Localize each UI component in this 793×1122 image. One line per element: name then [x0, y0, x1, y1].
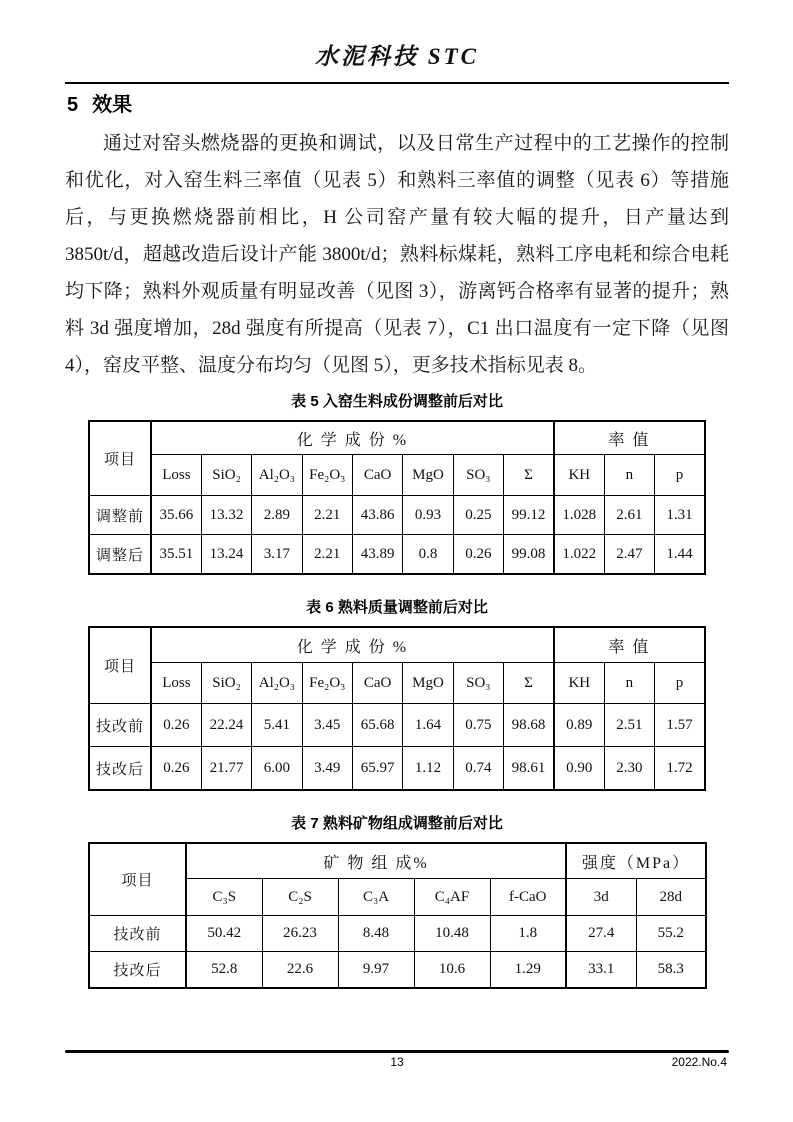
group-header-cell: 矿 物 组 成% [186, 843, 566, 879]
column-header-cell: MgO [403, 663, 453, 704]
table-cell: 0.26 [151, 747, 201, 791]
table-cell: 1.57 [655, 704, 705, 747]
table-row [89, 747, 705, 791]
table-cell: 13.24 [201, 535, 251, 575]
table-cell: 98.68 [504, 704, 554, 747]
column-header-cell: n [604, 663, 654, 704]
table-subheader-row [89, 455, 705, 496]
table-cell: 33.1 [566, 952, 636, 989]
table-row [89, 916, 706, 952]
column-header-cell: CaO [352, 455, 402, 496]
column-header-cell: SiO₂ [201, 455, 251, 496]
table-cell: 1.028 [554, 496, 604, 535]
table-cell: 2.51 [604, 704, 654, 747]
section-heading [67, 92, 729, 118]
table-cell: 3.17 [252, 535, 302, 575]
table-cell: 10.6 [414, 952, 490, 989]
table-cell: 43.89 [352, 535, 402, 575]
column-header-cell: Loss [151, 663, 201, 704]
table-cell: 1.44 [655, 535, 705, 575]
table-cell: 1.8 [490, 916, 566, 952]
table5 [88, 420, 706, 575]
column-header-cell: 28d [636, 879, 706, 916]
table-row [89, 496, 705, 535]
table-cell: 2.89 [252, 496, 302, 535]
body-paragraph: 通过对窑头燃烧器的更换和调试，以及日常生产过程中的工艺操作的控制和优化，对入窑生料三率值（见表 5）和熟料三率值的调整（见表 6）等措施后，与更换燃烧器前相比，H 公司窑产量有较大幅的提升，日产量达到 3850t/d，超越改造后设计产能 3800t/d；熟料标煤耗，熟料工序电耗和综合电耗均下降；熟料外观质量有明显改善（见图 3），游离钙合格率有显著的提升；熟料 3d 强度增加，28d 强度有所提高（见表 7），C1 出口温度有一定下降（见图 4），窑皮平整、温度分布均匀（见图 5），更多技术指标见表 8。 [65, 133, 729, 376]
column-header-cell: KH [554, 455, 604, 496]
table-cell: 0.25 [453, 496, 503, 535]
table-cell: 10.48 [414, 916, 490, 952]
column-header-cell: MgO [403, 455, 453, 496]
table-cell: 3.49 [302, 747, 352, 791]
column-header-cell: n [604, 455, 654, 496]
row-label-cell: 技改前 [89, 704, 151, 747]
table-cell: 65.97 [352, 747, 402, 791]
column-header-cell: Loss [151, 455, 201, 496]
footer-rule [65, 1050, 729, 1053]
table-cell: 0.26 [453, 535, 503, 575]
table-cell: 1.29 [490, 952, 566, 989]
table-cell: 26.23 [262, 916, 338, 952]
table-cell: 21.77 [201, 747, 251, 791]
table-cell: 2.61 [604, 496, 654, 535]
table-subheader-row [89, 663, 705, 704]
column-header-cell: Σ [504, 663, 554, 704]
table-cell: 1.022 [554, 535, 604, 575]
table-cell: 1.72 [655, 747, 705, 791]
table-cell: 9.97 [338, 952, 414, 989]
column-header-cell: SO₃ [453, 455, 503, 496]
table-cell: 13.32 [201, 496, 251, 535]
column-header-cell: Fe₂O₃ [302, 455, 352, 496]
column-header-cell: CaO [352, 663, 402, 704]
table-cell: 0.93 [403, 496, 453, 535]
table-cell: 3.45 [302, 704, 352, 747]
journal-title: 水泥科技 STC [315, 44, 479, 69]
section-title: 效果 [92, 94, 133, 116]
column-header-cell: KH [554, 663, 604, 704]
table6 [88, 626, 706, 791]
table-cell: 99.12 [504, 496, 554, 535]
column-header-cell: 3d [566, 879, 636, 916]
table-cell: 99.08 [504, 535, 554, 575]
table-cell: 65.68 [352, 704, 402, 747]
table-cell: 0.75 [453, 704, 503, 747]
column-header-cell: Σ [504, 455, 554, 496]
table-cell: 1.64 [403, 704, 453, 747]
table-cell: 1.31 [655, 496, 705, 535]
row-label-cell: 技改前 [89, 916, 186, 952]
table-cell: 22.24 [201, 704, 251, 747]
table-cell: 2.21 [302, 535, 352, 575]
table-cell: 98.61 [504, 747, 554, 791]
corner-cell: 项目 [89, 843, 186, 916]
table-cell: 0.26 [151, 704, 201, 747]
group-header-cell: 率 值 [554, 627, 705, 663]
table-cell: 0.89 [554, 704, 604, 747]
issue-number: 2022.No.4 [671, 1055, 727, 1069]
column-header-cell: SO₃ [453, 663, 503, 704]
table-cell: 43.86 [352, 496, 402, 535]
table-cell: 55.2 [636, 916, 706, 952]
row-label-cell: 技改后 [89, 747, 151, 791]
table-cell: 35.51 [151, 535, 201, 575]
table-cell: 2.47 [604, 535, 654, 575]
table7-caption: 表 7 熟料矿物组成调整前后对比 [291, 815, 503, 832]
table-cell: 27.4 [566, 916, 636, 952]
table-cell: 50.42 [186, 916, 262, 952]
table5-caption: 表 5 入窑生料成份调整前后对比 [291, 393, 503, 410]
column-header-cell: C₄AF [414, 879, 490, 916]
table-cell: 5.41 [252, 704, 302, 747]
table6-caption: 表 6 熟料质量调整前后对比 [306, 599, 488, 616]
table-group-header-row [89, 421, 705, 455]
footer-row [65, 1055, 729, 1073]
table-cell: 52.8 [186, 952, 262, 989]
table-cell: 58.3 [636, 952, 706, 989]
column-header-cell: Fe₂O₃ [302, 663, 352, 704]
t5-grid [88, 420, 706, 575]
corner-cell: 项目 [89, 627, 151, 704]
table-cell: 8.48 [338, 916, 414, 952]
table-row [89, 952, 706, 989]
row-label-cell: 技改后 [89, 952, 186, 989]
table-cell: 1.12 [403, 747, 453, 791]
table-cell: 0.8 [403, 535, 453, 575]
header-rule [65, 82, 729, 84]
group-header-cell: 化 学 成 份 % [151, 421, 554, 455]
corner-cell: 项目 [89, 421, 151, 496]
column-header-cell: f-CaO [490, 879, 566, 916]
table-cell: 2.30 [604, 747, 654, 791]
table-group-header-row [89, 843, 706, 879]
group-header-cell: 化 学 成 份 % [151, 627, 554, 663]
group-header-cell: 率 值 [554, 421, 705, 455]
row-label-cell: 调整前 [89, 496, 151, 535]
group-header-cell: 强度（MPa） [566, 843, 706, 879]
table-cell: 6.00 [252, 747, 302, 791]
column-header-cell: SiO₂ [201, 663, 251, 704]
table-row [89, 704, 705, 747]
page-footer [65, 1050, 729, 1073]
column-header-cell: p [655, 455, 705, 496]
table-cell: 35.66 [151, 496, 201, 535]
table7 [88, 842, 706, 989]
table-cell: 22.6 [262, 952, 338, 989]
table-cell: 0.90 [554, 747, 604, 791]
column-header-cell: C₂S [262, 879, 338, 916]
column-header-cell: Al₂O₃ [252, 663, 302, 704]
table-cell: 0.74 [453, 747, 503, 791]
row-label-cell: 调整后 [89, 535, 151, 575]
table-row [89, 535, 705, 575]
column-header-cell: p [655, 663, 705, 704]
column-header-cell: C₃S [186, 879, 262, 916]
section-number: 5 [67, 94, 79, 116]
t6-grid [88, 626, 706, 791]
table-cell: 2.21 [302, 496, 352, 535]
t7-grid [88, 842, 707, 989]
column-header-cell: C₃A [338, 879, 414, 916]
page-number: 13 [390, 1055, 404, 1069]
column-header-cell: Al₂O₃ [252, 455, 302, 496]
table-group-header-row [89, 627, 705, 663]
